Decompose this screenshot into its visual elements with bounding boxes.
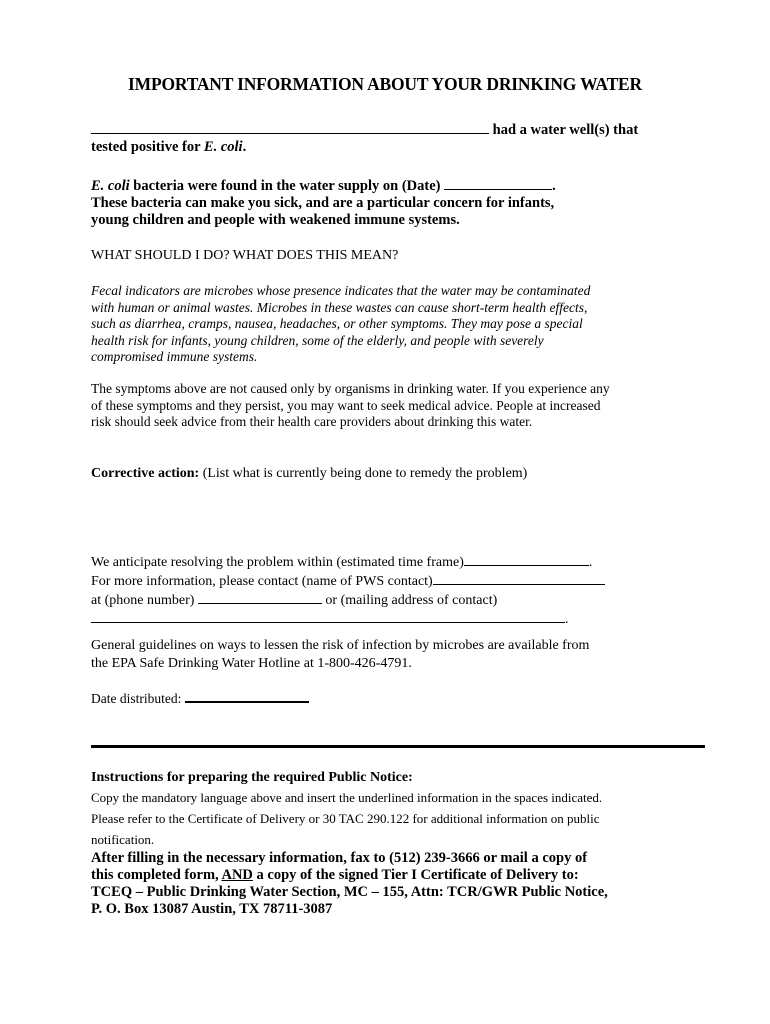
date-blank[interactable] <box>444 177 552 190</box>
guidelines-line-2: the EPA Safe Drinking Water Hotline at 1-800-426-4791. <box>91 656 412 671</box>
instructions-heading: Instructions for preparing the required Public Notice: <box>91 770 413 785</box>
fecal-paragraph <box>91 283 681 366</box>
resolve-line-2: For more information, please contact (name of PWS contact) <box>91 572 681 591</box>
fax-line-1: After filling in the necessary information, fax to (512) 239-3666 or mail a copy of <box>91 850 588 866</box>
bacteria-paragraph <box>91 177 681 229</box>
date-distributed <box>91 689 681 707</box>
fax-line-2: this completed form, AND a copy of the signed Tier I Certificate of Delivery to: <box>91 867 579 883</box>
phone-blank[interactable] <box>198 591 322 604</box>
bacteria-ecoli: E. coli <box>91 178 130 194</box>
resolve-line-3: at (phone number) or (mailing address of contact) <box>91 593 498 608</box>
instructions-line-1: Copy the mandatory language above and insert the underlined information in the spaces indicated. <box>91 790 603 805</box>
resolve-line-4: . <box>91 610 681 629</box>
intro-ecoli: E. coli <box>203 139 243 155</box>
instructions-line-3: notification. <box>91 832 155 847</box>
time-frame-blank[interactable] <box>464 553 589 566</box>
address-blank[interactable] <box>91 610 565 623</box>
instructions-section <box>91 769 711 918</box>
date-distributed-label: Date distributed: <box>91 691 185 706</box>
guidelines-paragraph <box>91 637 681 673</box>
intro-line2-prefix: tested positive for <box>91 139 204 155</box>
symptoms-paragraph <box>91 381 681 431</box>
fecal-line-2: with human or animal wastes. Microbes in these wastes can cause short-term health effects, <box>91 299 588 315</box>
fax-line-4: P. O. Box 13087 Austin, TX 78711-3087 <box>91 901 333 917</box>
intro-line-2 <box>91 139 681 156</box>
symptoms-line-3: risk should seek advice from their health care providers about drinking this water. <box>91 414 533 429</box>
contact-name-blank[interactable] <box>433 572 605 585</box>
symptoms-line-1: The symptoms above are not caused only by organisms in drinking water. If you experience any <box>91 381 610 396</box>
bacteria-text1: bacteria were found in the water supply on (Date) <box>129 178 445 194</box>
bacteria-line-3: young children and people with weakened immune systems. <box>91 212 460 228</box>
corrective-label: Corrective action: <box>91 466 200 481</box>
fecal-line-3: such as diarrhea, cramps, nausea, headaches, or other symptoms. They may pose a special <box>91 316 583 331</box>
intro-paragraph <box>91 121 681 156</box>
page-title: IMPORTANT INFORMATION ABOUT YOUR DRINKING WATER <box>128 74 642 94</box>
resolve-paragraph <box>91 553 681 629</box>
question-heading: WHAT SHOULD I DO? WHAT DOES THIS MEAN? <box>91 248 399 263</box>
symptoms-line-2: of these symptoms and they persist, you may want to seek medical advice. People at increased <box>91 397 601 413</box>
bacteria-line-1 <box>91 177 681 195</box>
intro-line1-suffix: had a water well(s) that <box>492 122 639 138</box>
bacteria-line-2: These bacteria can make you sick, and are a particular concern for infants, <box>91 195 555 211</box>
system-name-blank[interactable] <box>91 121 489 134</box>
date-distributed-blank[interactable] <box>185 689 309 703</box>
corrective-action <box>91 465 681 483</box>
instructions-line-2: Please refer to the Certificate of Delivery or 30 TAC 290.122 for additional information on public <box>91 811 600 826</box>
intro-line-1 <box>91 121 681 139</box>
bacteria-text1-end: . <box>552 178 556 194</box>
and-emphasis: AND <box>221 867 253 883</box>
fecal-line-5: compromised immune systems. <box>91 349 258 364</box>
section-divider <box>91 745 705 748</box>
guidelines-line-1: General guidelines on ways to lessen the risk of infection by microbes are available from <box>91 638 590 653</box>
fax-line-3: TCEQ – Public Drinking Water Section, MC – 155, Attn: TCR/GWR Public Notice, <box>91 884 608 900</box>
intro-line2-end: . <box>242 139 247 155</box>
fecal-line-1: Fecal indicators are microbes whose presence indicates that the water may be contaminated <box>91 283 591 298</box>
resolve-line-1: We anticipate resolving the problem within (estimated time frame) . <box>91 555 593 570</box>
corrective-text: (List what is currently being done to remedy the problem) <box>199 466 528 481</box>
fecal-line-4: health risk for infants, young children, some of the elderly, and people with severely <box>91 332 544 348</box>
